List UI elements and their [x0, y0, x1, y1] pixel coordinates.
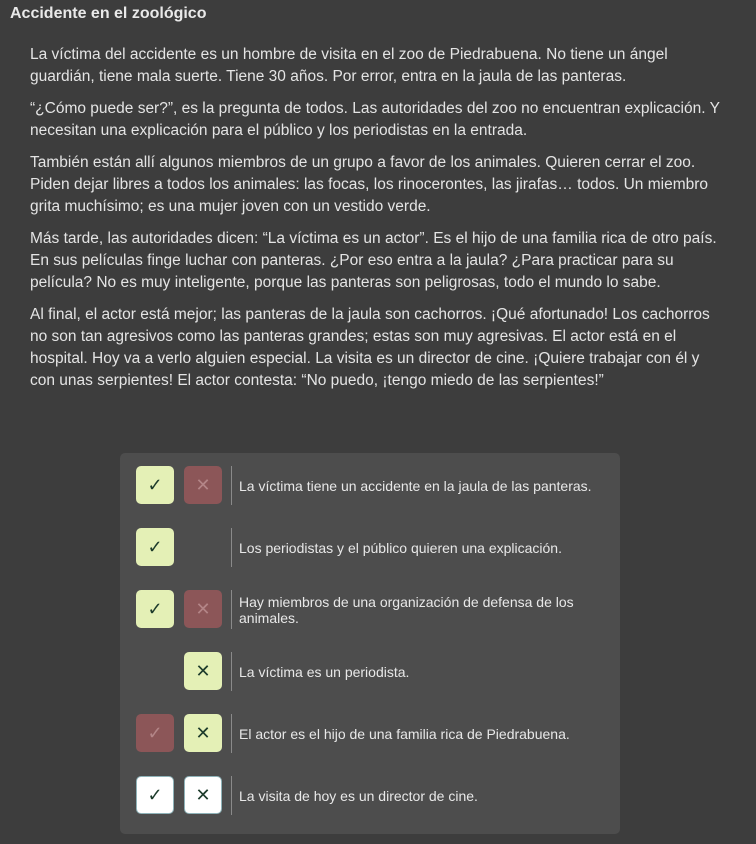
- story-paragraph: Al final, el actor está mejor; las panteras de la jaula son cachorros. ¡Qué afortunado! Los cachorros no son tan agresivos como las panteras grandes; estas son muy agresivas. El actor está en el hospital. Hoy va a verlo alguien especial. La visita es un director de cine. ¡Quiere trabajar con él y con unas serpientes! El actor contesta: “No puedo, ¡tengo miedo de las serpientes!”: [30, 306, 710, 389]
- false-button[interactable]: [184, 714, 222, 752]
- statement-text: La víctima es un periodista.: [239, 664, 410, 680]
- divider: [231, 590, 232, 629]
- true-button[interactable]: [136, 466, 174, 504]
- false-button[interactable]: [184, 776, 222, 814]
- story-text: [30, 44, 720, 402]
- statement-text: Los periodistas y el público quieren una explicación.: [239, 540, 562, 556]
- statement-row: [120, 590, 620, 630]
- cross-icon: ✕: [195, 785, 211, 805]
- true-button[interactable]: [136, 776, 174, 814]
- cross-icon: ✕: [195, 723, 211, 743]
- true-false-panel: [120, 453, 620, 834]
- true-button[interactable]: [136, 590, 174, 628]
- false-button[interactable]: [184, 590, 222, 628]
- false-button[interactable]: [184, 466, 222, 504]
- statement-text: El actor es el hijo de una familia rica de Piedrabuena.: [239, 726, 570, 742]
- divider: [231, 652, 232, 691]
- statement-text: Hay miembros de una organización de defensa de los animales.: [239, 594, 574, 626]
- cross-icon: ✕: [195, 599, 211, 619]
- true-button[interactable]: [136, 714, 174, 752]
- divider: [231, 714, 232, 753]
- check-icon: ✓: [147, 723, 163, 743]
- divider: [231, 776, 232, 815]
- check-icon: ✓: [147, 599, 163, 619]
- story-paragraph: La víctima del accidente es un hombre de visita en el zoo de Piedrabuena. No tiene un ángel guardián, tiene mala suerte. Tiene 30 años. Por error, entra en la jaula de las panteras.: [30, 46, 668, 85]
- page-title: Accidente en el zoológico: [10, 5, 207, 22]
- statement-row: [120, 466, 620, 506]
- story-paragraph: También están allí algunos miembros de un grupo a favor de los animales. Quieren cerrar el zoo. Piden dejar libres a todos los animales: las focas, los rinocerontes, las jirafas… todos. Un miembro grita muchísimo; es una mujer joven con un vestido verde.: [30, 154, 709, 215]
- check-icon: ✓: [147, 537, 163, 557]
- statement-row: [120, 776, 620, 816]
- story-paragraph: “¿Cómo puede ser?”, es la pregunta de todos. Las autoridades del zoo no encuentran explicación. Y necesitan una explicación para el público y los periodistas en la entrada.: [30, 100, 720, 139]
- divider: [231, 466, 232, 505]
- divider: [231, 528, 232, 567]
- check-icon: ✓: [147, 785, 163, 805]
- check-icon: ✓: [147, 475, 163, 495]
- statement-row: [120, 652, 620, 692]
- statement-row: [120, 714, 620, 754]
- true-button[interactable]: [136, 528, 174, 566]
- cross-icon: ✕: [195, 661, 211, 681]
- story-paragraph: Más tarde, las autoridades dicen: “La víctima es un actor”. Es el hijo de una familia rica de otro país. En sus películas finge luchar con panteras. ¿Por eso entra a la jaula? ¿Para practicar para su película? No es muy inteligente, porque las panteras son peligrosas, todo el mundo lo sabe.: [30, 230, 717, 291]
- statement-text: La víctima tiene un accidente en la jaula de las panteras.: [239, 478, 592, 494]
- statement-row: [120, 528, 620, 568]
- statement-text: La visita de hoy es un director de cine.: [239, 788, 478, 804]
- false-button[interactable]: [184, 652, 222, 690]
- cross-icon: ✕: [195, 475, 211, 495]
